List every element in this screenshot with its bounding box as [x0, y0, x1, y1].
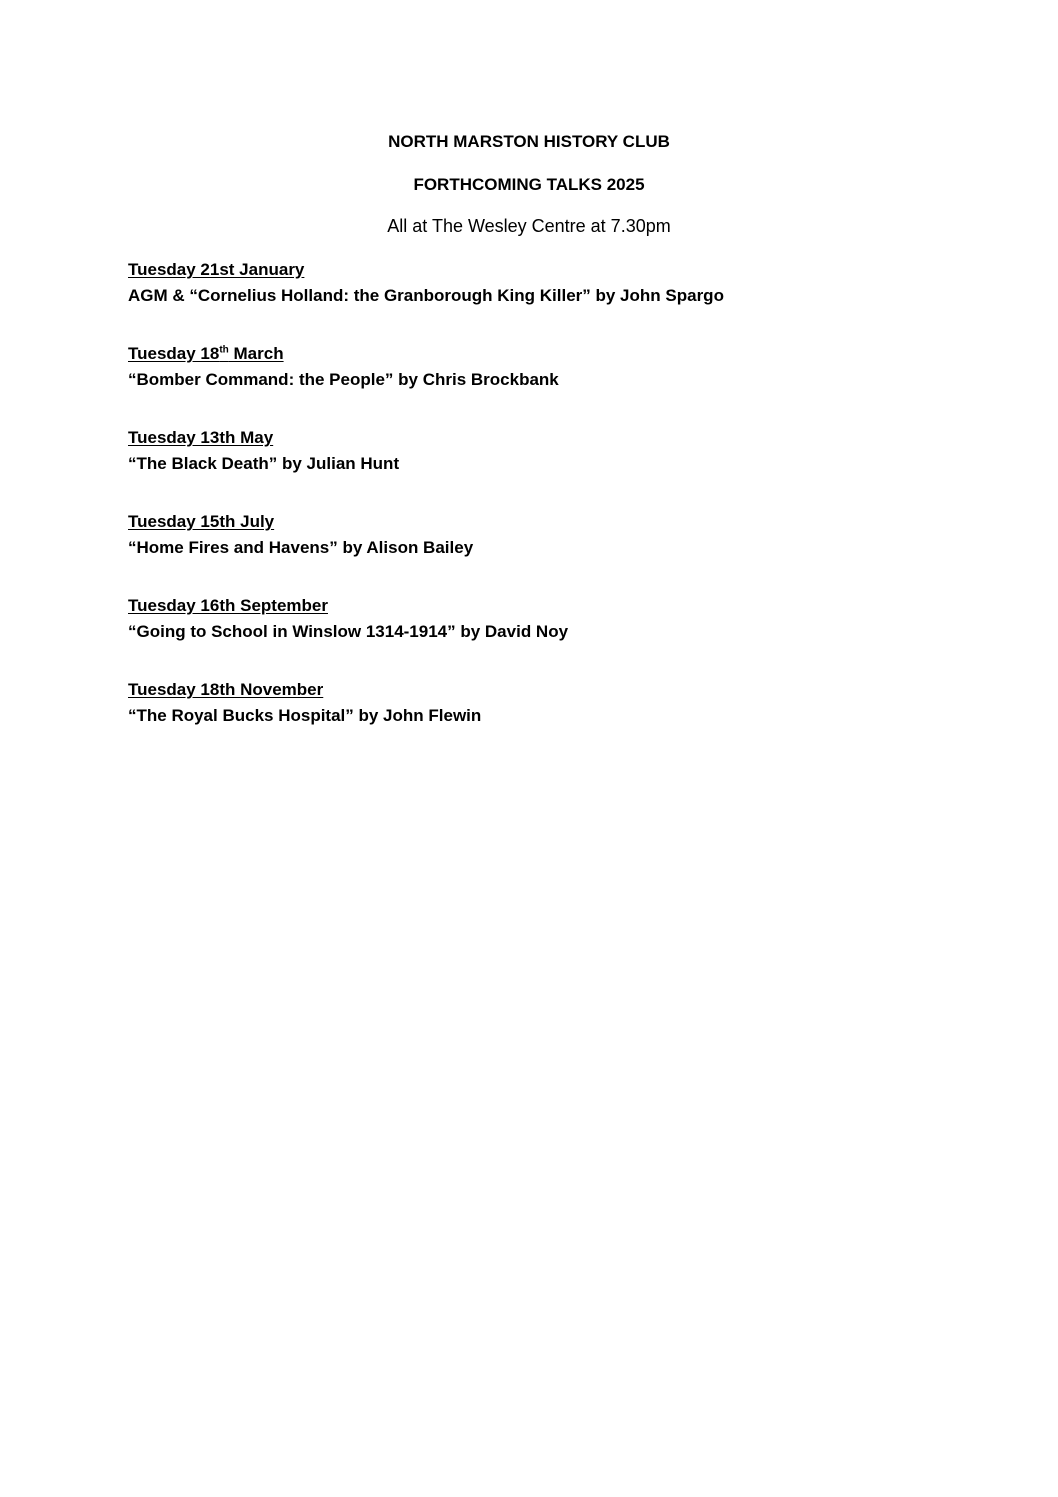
event-date-main: Tuesday 21st January — [128, 260, 305, 279]
event-item — [128, 510, 1008, 594]
event-title: “Bomber Command: the People” by Chris Brockbank — [128, 370, 559, 389]
event-title: “The Black Death” by Julian Hunt — [128, 454, 400, 473]
event-item — [128, 426, 1008, 510]
event-title: “The Royal Bucks Hospital” by John Flewin — [128, 706, 482, 725]
event-title: “Home Fires and Havens” by Alison Bailey — [128, 538, 474, 557]
event-item — [128, 678, 1008, 762]
event-title: AGM & “Cornelius Holland: the Granborough King Killer” by John Spargo — [128, 286, 724, 305]
club-name-heading: NORTH MARSTON HISTORY CLUB — [388, 132, 670, 151]
event-date — [128, 678, 323, 702]
event-title: “Going to School in Winslow 1314-1914” by David Noy — [128, 622, 569, 641]
events-list — [128, 258, 1008, 762]
event-date-main: Tuesday 13th May — [128, 428, 274, 447]
event-date-main: Tuesday 18 — [128, 344, 220, 363]
event-date-main: Tuesday 15th July — [128, 512, 275, 531]
event-date-month: March — [228, 344, 284, 363]
event-date — [128, 594, 328, 618]
event-item — [128, 594, 1008, 678]
event-date — [128, 426, 273, 450]
event-item — [128, 258, 1008, 342]
venue-line: All at The Wesley Centre at 7.30pm — [387, 216, 671, 236]
event-date-main: Tuesday 16th September — [128, 596, 328, 615]
event-date — [128, 258, 304, 282]
event-date-ordinal: th — [219, 344, 229, 356]
event-date-main: Tuesday 18th November — [128, 680, 324, 699]
event-item — [128, 342, 1008, 426]
talks-subtitle: FORTHCOMING TALKS 2025 — [413, 175, 645, 194]
event-date — [128, 510, 274, 534]
event-date — [128, 342, 284, 366]
